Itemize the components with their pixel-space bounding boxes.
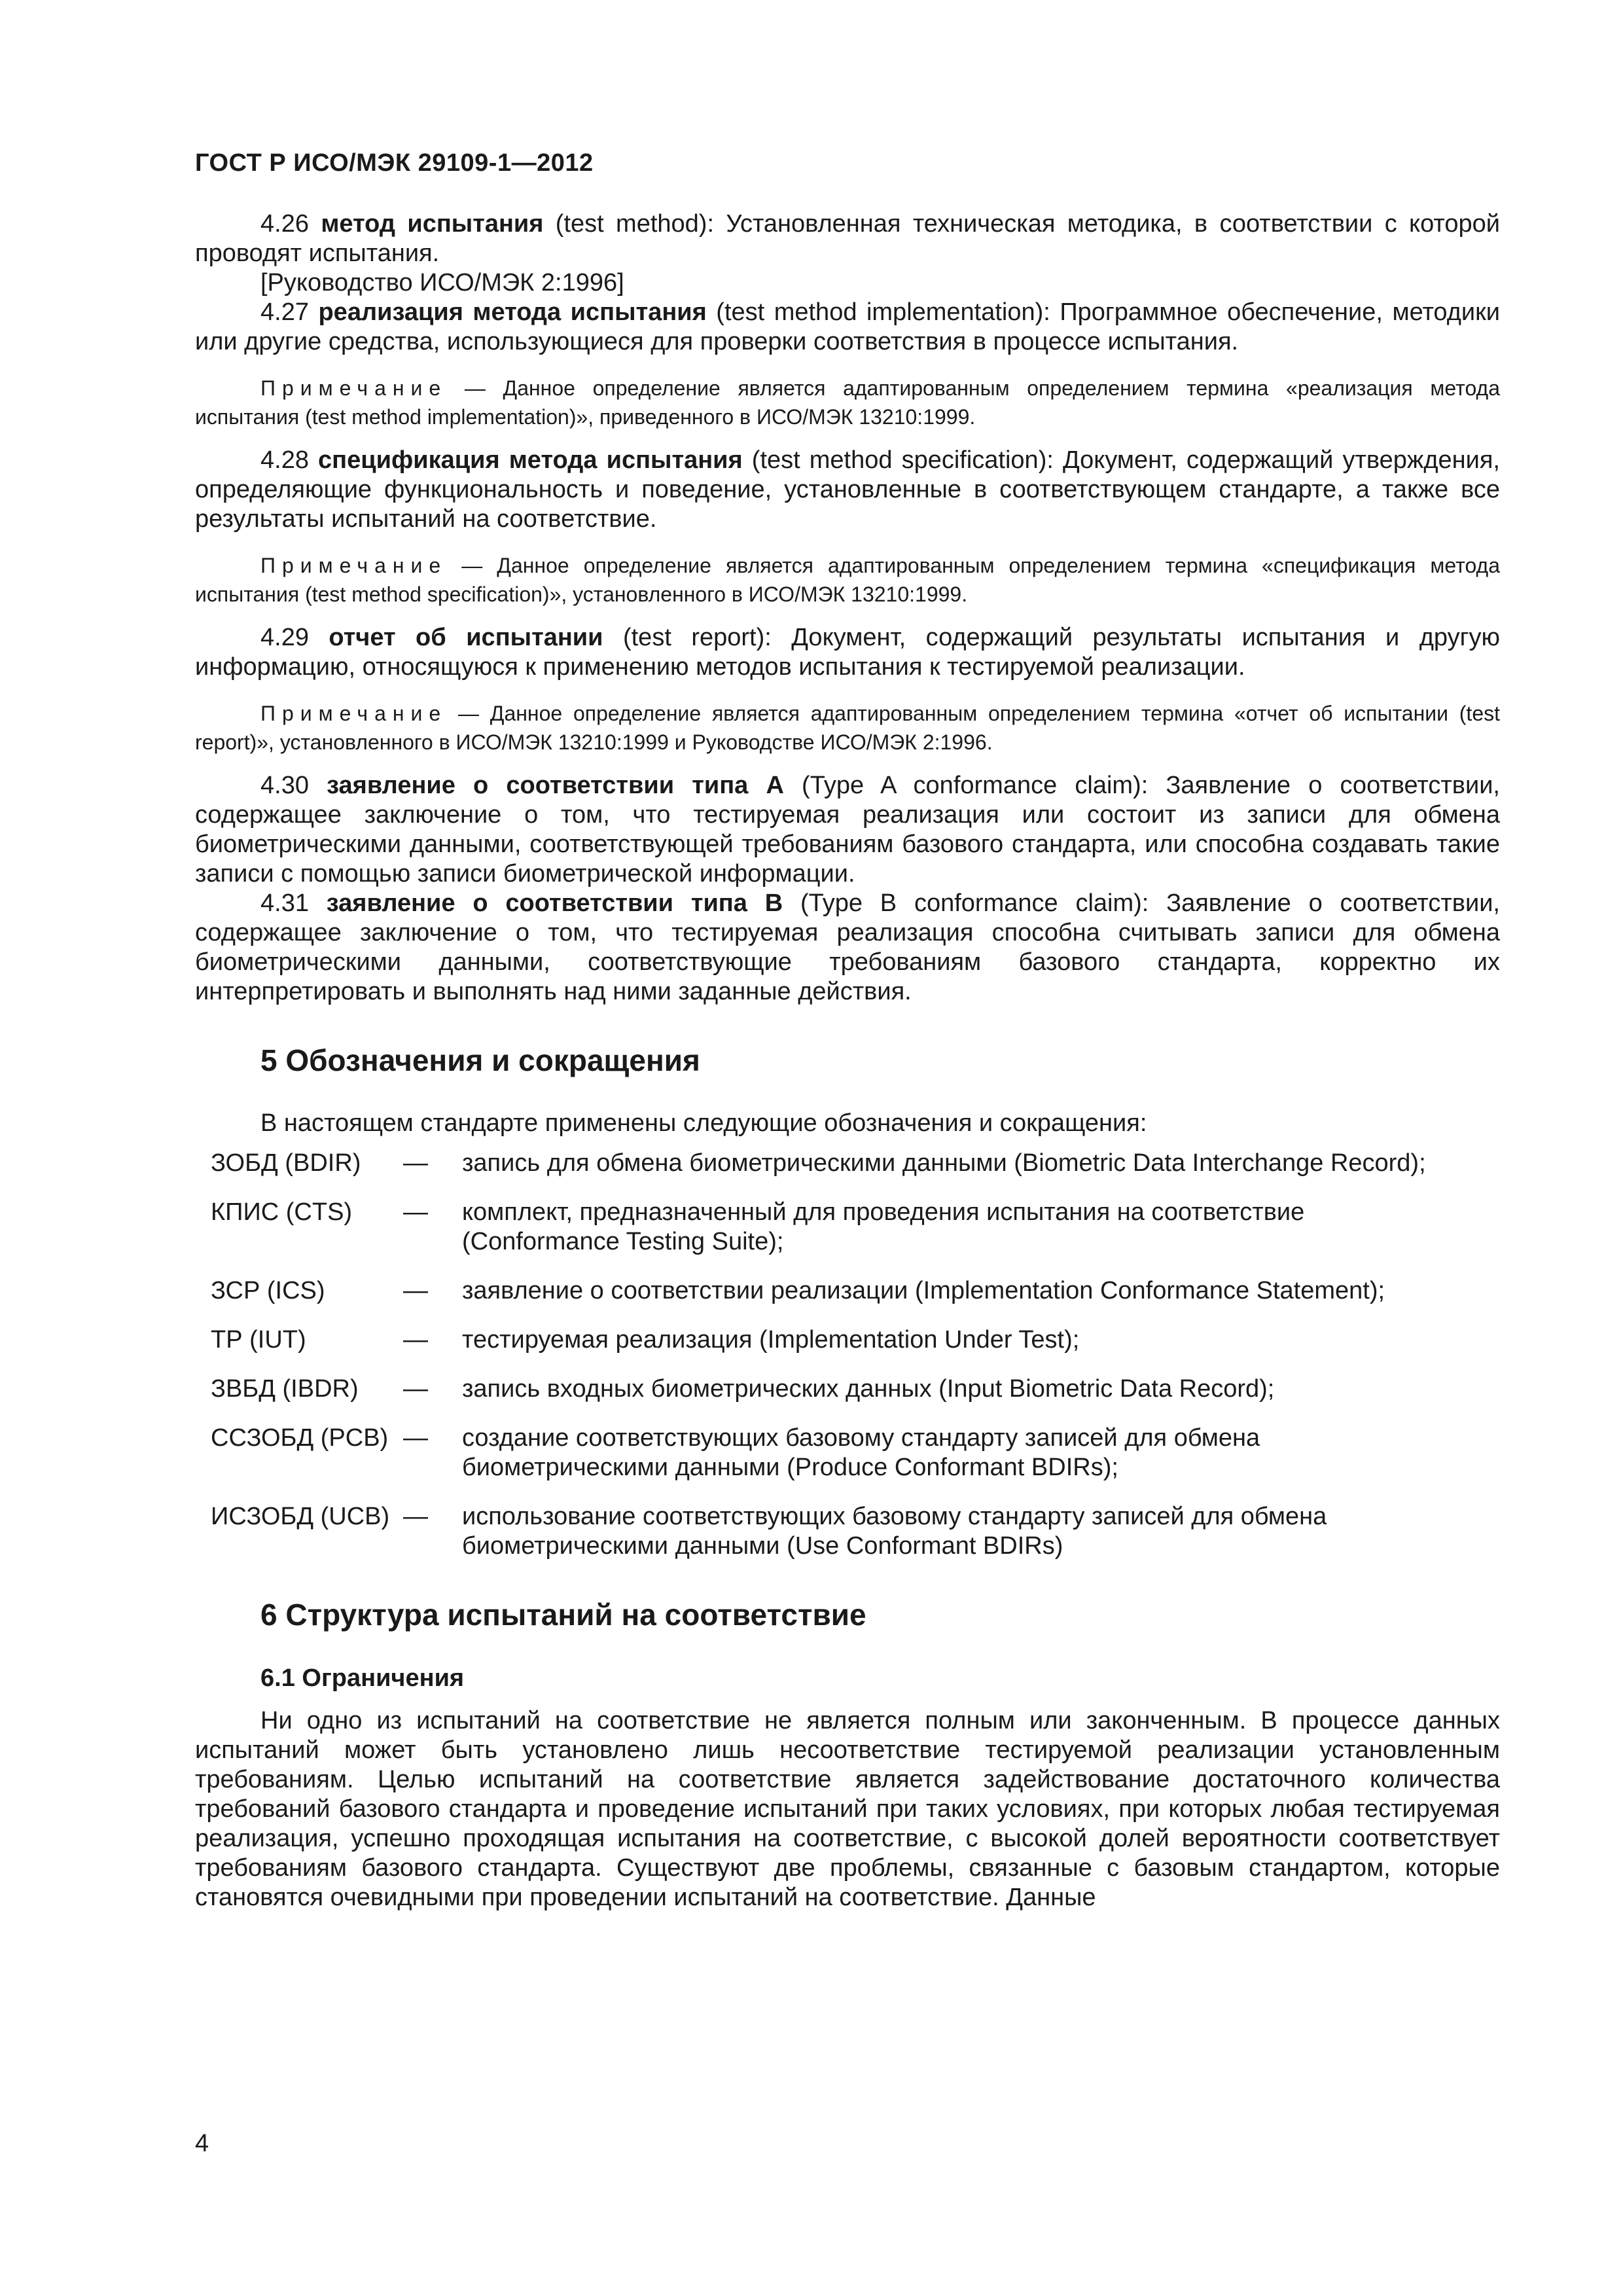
abbreviation-row bbox=[195, 1276, 1500, 1306]
note-text: — Данное определение является адаптированным определением термина «реализация метода испытания (test method implementation)», приведенного в ИСО/МЭК 13210:1999. bbox=[195, 376, 1500, 429]
note-4-28 bbox=[195, 551, 1500, 609]
abbreviation-row bbox=[195, 1502, 1500, 1561]
term-4-29 bbox=[195, 623, 1500, 682]
document-body bbox=[195, 209, 1500, 1912]
abbreviation-definition: создание соответствующих базовому стандарту записей для обмена биометрическими данными (Produce Conformant BDIRs); bbox=[462, 1424, 1260, 1481]
term-definition: (Type A conformance claim): Заявление о соответствии, содержащее заключение о том, что тестируемая реализация или состоит из записи для обмена биометрическими данными, соответствующей требованиям базового стандарта, или способна создавать такие записи с помощью записи биометрической информации. bbox=[195, 772, 1500, 888]
abbreviation-row bbox=[195, 1325, 1500, 1355]
term-name: реализация метода испытания bbox=[318, 298, 707, 326]
abbreviation-dash: — bbox=[403, 1424, 428, 1452]
abbreviation-definition: запись для обмена биометрическими данными (Biometric Data Interchange Record); bbox=[462, 1149, 1426, 1177]
term-name: спецификация метода испытания bbox=[318, 446, 743, 474]
term-4-31 bbox=[195, 889, 1500, 1007]
abbreviation-dash: — bbox=[403, 1198, 428, 1226]
term-4-28 bbox=[195, 446, 1500, 534]
term-number: 4.28 bbox=[260, 446, 319, 474]
term-definition: (test method implementation): Программное обеспечение, методики или другие средства, использующиеся для проверки соответствия в процессе испытания. bbox=[195, 298, 1500, 355]
note-text: — Данное определение является адаптированным определением термина «спецификация метода испытания (test method specification)», установленного в ИСО/МЭК 13210:1999. bbox=[195, 554, 1500, 606]
term-4-30 bbox=[195, 771, 1500, 889]
term-name: заявление о соответствии типа В bbox=[326, 889, 783, 917]
term-number: 4.31 bbox=[260, 889, 327, 917]
term-name: заявление о соответствии типа А bbox=[327, 772, 784, 799]
abbreviation-term: ССЗОБД (PCB) bbox=[211, 1424, 389, 1452]
section-5-title: 5 Обозначения и сокращения bbox=[260, 1043, 700, 1077]
term-4-26 bbox=[195, 209, 1500, 268]
abbreviation-definition: использование соответствующих базовому стандарту записей для обмена биометрическими данными (Use Conformant BDIRs) bbox=[462, 1503, 1327, 1560]
term-name: отчет об испытании bbox=[329, 624, 603, 651]
abbreviation-row bbox=[195, 1149, 1500, 1178]
abbreviation-definition: комплект, предназначенный для проведения испытания на соответствие (Conformance Testing Suite); bbox=[462, 1198, 1305, 1255]
abbreviation-dash: — bbox=[403, 1503, 428, 1530]
section-6-title: 6 Структура испытаний на соответствие bbox=[260, 1598, 866, 1632]
abbreviation-term: ИСЗОБД (UCB) bbox=[211, 1503, 390, 1530]
term-name: метод испытания bbox=[321, 210, 544, 238]
note-4-29 bbox=[195, 699, 1500, 757]
subsection-6-1-title: 6.1 Ограничения bbox=[260, 1664, 465, 1692]
term-reference: [Руководство ИСО/МЭК 2:1996] bbox=[260, 269, 624, 296]
term-number: 4.29 bbox=[260, 624, 329, 651]
term-definition: (test method specification): Документ, содержащий утверждения, определяющие функциональность и поведение, установленные в соответствующем стандарте, а также все результаты испытаний на соответствие. bbox=[195, 446, 1500, 533]
abbreviation-list bbox=[195, 1149, 1500, 1561]
section-6-1-paragraph: Ни одно из испытаний на соответствие не является полным или законченным. В процессе данных испытаний может быть установлено лишь несоответствие тестируемой реализации установленным требованиям. Целью испытаний на соответствие является задействование достаточного количества требований базового стандарта и проведение испытаний при таких условиях, при которых любая тестируемая реализация, успешно проходящая испытания на соответствие, с высокой долей вероятности соответствует требованиям базового стандарта. Существуют две проблемы, связанные с базовым стандартом, которые становятся очевидными при проведении испытаний на соответствие. Данные bbox=[195, 1707, 1500, 1911]
section-5-intro: В настоящем стандарте применены следующие обозначения и сокращения: bbox=[260, 1109, 1147, 1137]
term-definition: (Type B conformance claim): Заявление о соответствии, содержащее заключение о том, что тестируемая реализация способна считывать записи для обмена биометрическими данными, соответствующие требованиям базового стандарта, корректно их интерпретировать и выполнять над ними заданные действия. bbox=[195, 889, 1500, 1005]
note-label: Примечание bbox=[260, 376, 448, 400]
term-number: 4.26 bbox=[260, 210, 321, 238]
term-definition: (test report): Документ, содержащий результаты испытания и другую информацию, относящуюся к применению методов испытания к тестируемой реализации. bbox=[195, 624, 1500, 681]
abbreviation-term: ЗВБД (IBDR) bbox=[211, 1375, 359, 1403]
note-label: Примечание bbox=[260, 702, 448, 725]
term-4-27 bbox=[195, 298, 1500, 357]
abbreviation-row bbox=[195, 1198, 1500, 1257]
page-number: 4 bbox=[195, 2130, 209, 2157]
term-definition: (test method): Установленная техническая методика, в соответствии с которой проводят испытания. bbox=[195, 210, 1500, 267]
abbreviation-dash: — bbox=[403, 1277, 428, 1304]
abbreviation-dash: — bbox=[403, 1326, 428, 1354]
abbreviation-definition: заявление о соответствии реализации (Implementation Conformance Statement); bbox=[462, 1277, 1385, 1304]
abbreviation-row bbox=[195, 1424, 1500, 1482]
abbreviation-dash: — bbox=[403, 1375, 428, 1403]
note-text: — Данное определение является адаптированным определением термина «отчет об испытании (test report)», установленного в ИСО/МЭК 13210:1999 и Руководстве ИСО/МЭК 2:1996. bbox=[195, 702, 1500, 754]
abbreviation-term: ЗОБД (BDIR) bbox=[211, 1149, 361, 1177]
abbreviation-term: ТР (IUT) bbox=[211, 1326, 306, 1354]
abbreviation-definition: запись входных биометрических данных (Input Biometric Data Record); bbox=[462, 1375, 1275, 1403]
note-4-27 bbox=[195, 374, 1500, 431]
abbreviation-definition: тестируемая реализация (Implementation Under Test); bbox=[462, 1326, 1080, 1354]
document-header: ГОСТ Р ИСО/МЭК 29109-1—2012 bbox=[195, 149, 594, 177]
abbreviation-term: ЗСР (ICS) bbox=[211, 1277, 325, 1304]
term-number: 4.30 bbox=[260, 772, 327, 799]
abbreviation-term: КПИС (CTS) bbox=[211, 1198, 353, 1226]
term-number: 4.27 bbox=[260, 298, 319, 326]
abbreviation-dash: — bbox=[403, 1149, 428, 1177]
note-label: Примечание bbox=[260, 554, 448, 577]
abbreviation-row bbox=[195, 1374, 1500, 1404]
